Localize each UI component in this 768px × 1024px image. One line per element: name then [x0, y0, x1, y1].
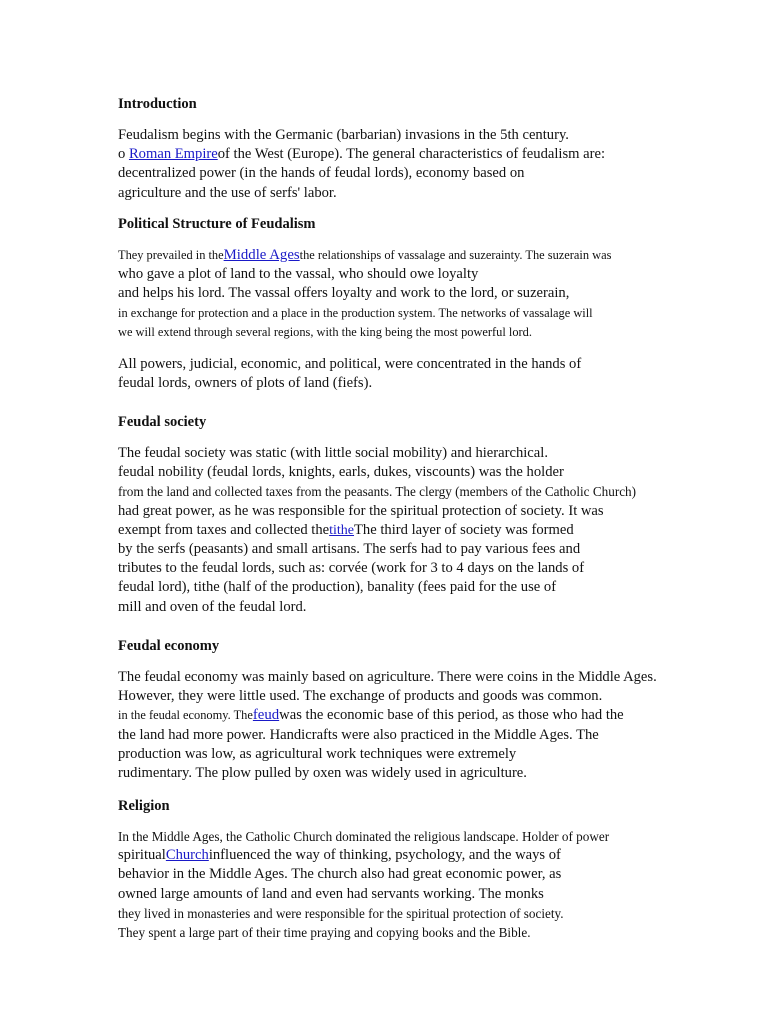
- line-text: The third layer of society was formed: [354, 521, 574, 538]
- paragraph-line: who gave a plot of land to the vassal, who should owe loyalty: [118, 266, 479, 283]
- paragraph-line: [118, 246, 611, 265]
- paragraph-line: owned large amounts of land and even had servants working. The monks: [118, 885, 544, 902]
- paragraph-line: However, they were little used. The exchange of products and goods was common.: [118, 688, 603, 705]
- line-text: o: [118, 146, 129, 163]
- paragraph-line: by the serfs (peasants) and small artisans. The serfs had to pay various fees and: [118, 541, 581, 558]
- middle-ages-link[interactable]: Middle Ages: [223, 247, 300, 263]
- paragraph-line: [118, 846, 609, 865]
- roman-empire-link[interactable]: Roman Empire: [128, 146, 218, 163]
- paragraph-line: [118, 145, 605, 164]
- paragraph-line: had great power, as he was responsible for the spiritual protection of society. It was: [118, 502, 604, 519]
- political-structure-paragraph: [118, 246, 611, 342]
- paragraph-line: The feudal economy was mainly based on agriculture. There were coins in the Middle Ages.: [118, 669, 657, 685]
- paragraph-line: feudal nobility (feudal lords, knights, earls, dukes, viscounts) was the holder: [118, 464, 564, 481]
- introduction-paragraph: [118, 126, 605, 203]
- feud-link[interactable]: feud: [252, 707, 280, 724]
- paragraph-line: The feudal society was static (with little social mobility) and hierarchical.: [118, 445, 548, 461]
- paragraph-line: tributes to the feudal lords, such as: corvée (work for 3 to 4 days on the lands of: [118, 560, 585, 577]
- feudal-economy-paragraph: [118, 668, 657, 783]
- paragraph-line: production was low, as agricultural work techniques were extremely: [118, 745, 517, 762]
- religion-paragraph: [118, 827, 609, 942]
- line-text: in the feudal economy. The: [118, 708, 253, 723]
- paragraph-line: They spent a large part of their time praying and copying books and the Bible.: [118, 925, 531, 941]
- paragraph-line: in exchange for protection and a place in the production system. The networks of vassalage will: [118, 305, 593, 320]
- paragraph-line: from the land and collected taxes from the peasants. The clergy (members of the Catholic Church): [118, 484, 637, 500]
- paragraph-line: they lived in monasteries and were responsible for the spiritual protection of society.: [118, 905, 564, 921]
- section-heading-introduction: Introduction: [118, 96, 197, 112]
- paragraph-line: rudimentary. The plow pulled by oxen was widely used in agriculture.: [118, 765, 527, 782]
- paragraph-line: decentralized power (in the hands of feudal lords), economy based on: [118, 165, 525, 182]
- paragraph-line: feudal lords, owners of plots of land (fiefs).: [118, 375, 373, 392]
- section-heading-feudal-society: Feudal society: [118, 414, 207, 430]
- section-heading-feudal-economy: Feudal economy: [118, 638, 220, 654]
- paragraph-line: Feudalism begins with the Germanic (barbarian) invasions in the 5th century.: [118, 127, 569, 143]
- tithe-link[interactable]: tithe: [329, 522, 355, 538]
- paragraph-line: [118, 706, 657, 725]
- line-text: was the economic base of this period, as those who had the: [279, 707, 624, 724]
- section-heading-political-structure: Political Structure of Feudalism: [118, 216, 316, 232]
- line-text: exempt from taxes and collected the: [118, 521, 330, 538]
- paragraph-line: agriculture and the use of serfs' labor.: [118, 184, 337, 201]
- political-structure-paragraph-2: [118, 355, 581, 393]
- line-text: spiritual: [118, 847, 166, 864]
- section-heading-religion: Religion: [118, 798, 170, 814]
- paragraph-line: we will extend through several regions, with the king being the most powerful lord.: [118, 324, 532, 339]
- paragraph-line: In the Middle Ages, the Catholic Church dominated the religious landscape. Holder of power: [118, 829, 610, 844]
- paragraph-line: the land had more power. Handicrafts were also practiced in the Middle Ages. The: [118, 726, 599, 743]
- line-text: influenced the way of thinking, psychology, and the ways of: [208, 847, 561, 864]
- paragraph-line: and helps his lord. The vassal offers loyalty and work to the lord, or suzerain,: [118, 285, 570, 302]
- church-link[interactable]: Church: [165, 847, 209, 864]
- line-text: of the West (Europe). The general characteristics of feudalism are:: [217, 146, 606, 163]
- feudal-society-paragraph: [118, 444, 636, 617]
- line-text: the relationships of vassalage and suzerainty. The suzerain was: [299, 248, 612, 262]
- paragraph-line: All powers, judicial, economic, and political, were concentrated in the hands of: [118, 356, 582, 372]
- paragraph-line: mill and oven of the feudal lord.: [118, 598, 307, 615]
- line-text: They prevailed in the: [118, 248, 224, 262]
- paragraph-line: [118, 521, 636, 540]
- paragraph-line: feudal lord), tithe (half of the production), banality (fees paid for the use of: [118, 579, 557, 596]
- paragraph-line: behavior in the Middle Ages. The church also had great economic power, as: [118, 866, 562, 883]
